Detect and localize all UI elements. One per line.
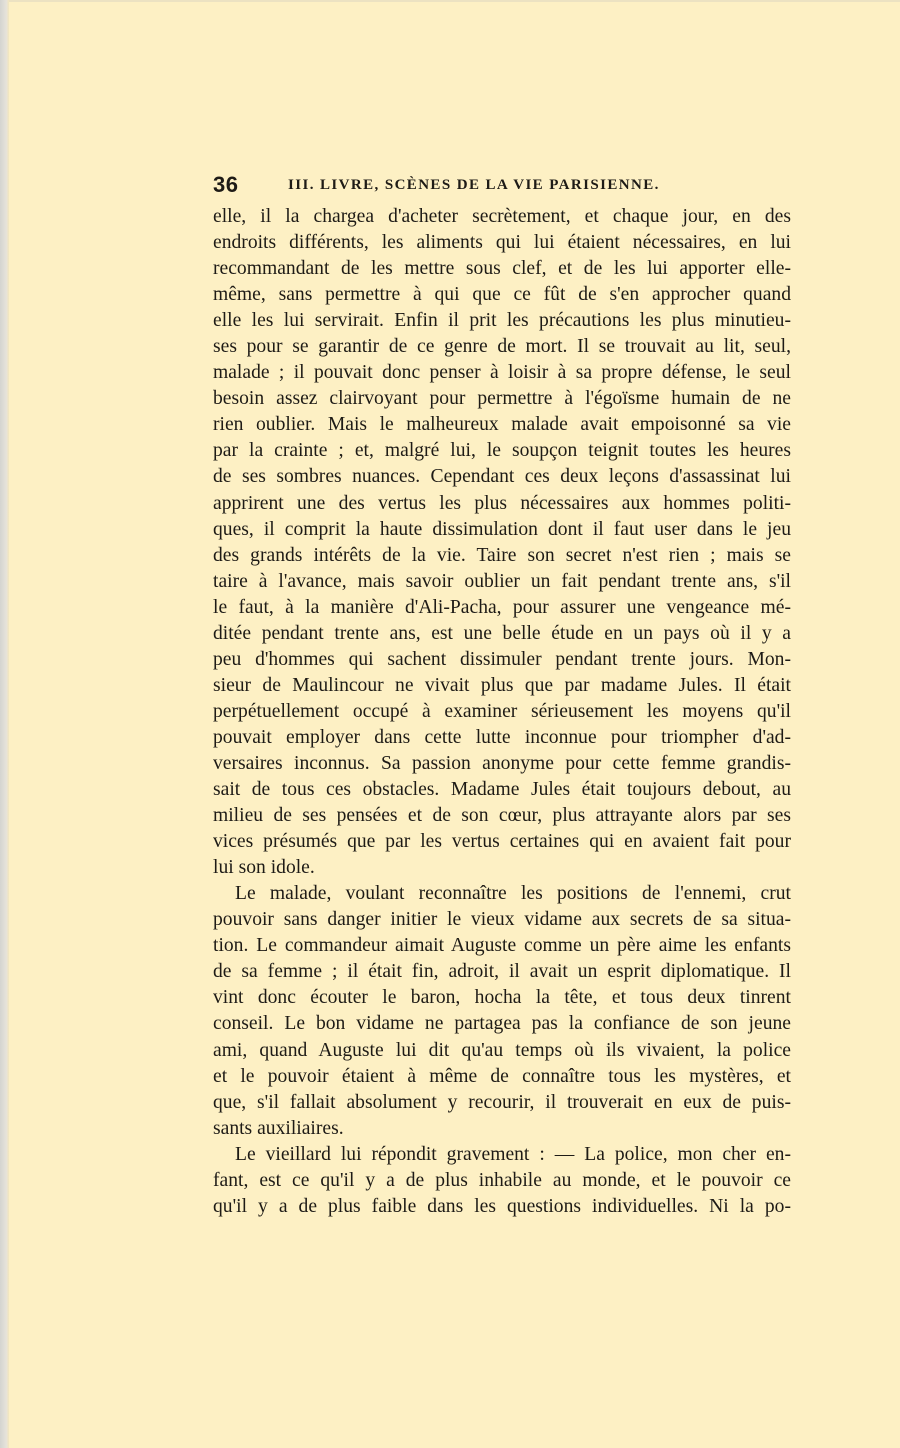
text-line: par la crainte ; et, malgré lui, le soupçon teignit toutes les heures: [213, 440, 791, 462]
scan-top-edge: [9, 0, 900, 2]
text-line: recommandant de les mettre sous clef, et de les lui apporter elle-: [213, 258, 791, 280]
text-line: sait de tous ces obstacles. Madame Jules était toujours debout, au: [213, 779, 791, 801]
text-line: peu d'hommes qui sachent dissimuler pendant trente jours. Mon-: [213, 648, 791, 670]
text-line: Le vieillard lui répondit gravement : — La police, mon cher en-: [235, 1143, 791, 1165]
text-line: sieur de Maulincour ne vivait plus que par madame Jules. Il était: [213, 674, 791, 696]
text-line: fant, est ce qu'il y a de plus inhabile au monde, et le pouvoir ce: [213, 1169, 791, 1191]
scan-left-edge: [0, 0, 9, 1448]
text-line: ses pour se garantir de ce genre de mort. Il se trouvait au lit, seul,: [213, 336, 791, 358]
text-line: milieu de ses pensées et de son cœur, plus attrayante alors par ses: [213, 805, 791, 827]
text-line: versaires inconnus. Sa passion anonyme pour cette femme grandis-: [213, 752, 791, 774]
running-head: [213, 172, 791, 200]
text-line: elle les lui servirait. Enfin il prit les précautions les plus minutieu-: [213, 310, 791, 332]
paragraph: [213, 881, 791, 1141]
text-line: pouvoir sans danger initier le vieux vidame aux secrets de sa situa-: [213, 909, 791, 931]
text-line: elle, il la chargea d'acheter secrètement, et chaque jour, en des: [213, 206, 791, 227]
body-text: [213, 204, 791, 1220]
text-line: vint donc écouter le baron, hocha la tête, et tous deux tinrent: [213, 987, 791, 1009]
text-line: taire à l'avance, mais savoir oublier un fait pendant trente ans, s'il: [213, 570, 791, 592]
text-line: et le pouvoir étaient à même de connaître tous les mystères, et: [213, 1065, 791, 1087]
text-line: Le malade, voulant reconnaître les positions de l'ennemi, crut: [235, 883, 791, 905]
text-line: que, s'il fallait absolument y recourir, il trouverait en eux de puis-: [213, 1091, 791, 1113]
text-line: de ses sombres nuances. Cependant ces deux leçons d'assassinat lui: [213, 466, 791, 488]
text-line: ami, quand Auguste lui dit qu'au temps où ils vivaient, la police: [213, 1039, 791, 1061]
page-number: 36: [213, 172, 239, 197]
text-line: rien oublier. Mais le malheureux malade avait empoisonné sa vie: [213, 414, 791, 436]
text-line: le faut, à la manière d'Ali-Pacha, pour assurer une vengeance mé-: [213, 596, 791, 618]
text-line: perpétuellement occupé à examiner sérieusement les moyens qu'il: [213, 700, 791, 722]
text-line: sants auxiliaires.: [213, 1117, 344, 1139]
paragraph: [213, 204, 791, 881]
text-line: qu'il y a de plus faible dans les questions individuelles. Ni la po-: [213, 1195, 791, 1217]
text-line: même, sans permettre à qui que ce fût de s'en approcher quand: [213, 284, 791, 306]
book-page: [213, 172, 791, 1220]
text-line: malade ; il pouvait donc penser à loisir à sa propre défense, le seul: [213, 362, 791, 384]
text-line: vices présumés que par les vertus certaines qui en avaient fait pour: [213, 831, 791, 853]
text-line: pouvait employer dans cette lutte inconnue pour triompher d'ad-: [213, 726, 791, 748]
text-line: ditée pendant trente ans, est une belle étude en un pays où il y a: [213, 622, 791, 644]
text-line: endroits différents, les aliments qui lui étaient nécessaires, en lui: [213, 232, 791, 254]
text-line: besoin assez clairvoyant pour permettre à l'égoïsme humain de ne: [213, 388, 791, 410]
text-line: de sa femme ; il était fin, adroit, il avait un esprit diplomatique. Il: [213, 961, 791, 983]
running-head-title: III. LIVRE, SCÈNES DE LA VIE PARISIENNE.: [288, 177, 660, 193]
text-line: tion. Le commandeur aimait Auguste comme un père aime les enfants: [213, 935, 791, 957]
text-line: conseil. Le bon vidame ne partagea pas la confiance de son jeune: [213, 1013, 791, 1035]
text-line: lui son idole.: [213, 857, 315, 879]
paragraph: [213, 1142, 791, 1220]
text-line: ques, il comprit la haute dissimulation dont il faut user dans le jeu: [213, 518, 791, 540]
text-line: des grands intérêts de la vie. Taire son secret n'est rien ; mais se: [213, 544, 791, 566]
text-line: apprirent une des vertus les plus nécessaires aux hommes politi-: [213, 492, 791, 514]
